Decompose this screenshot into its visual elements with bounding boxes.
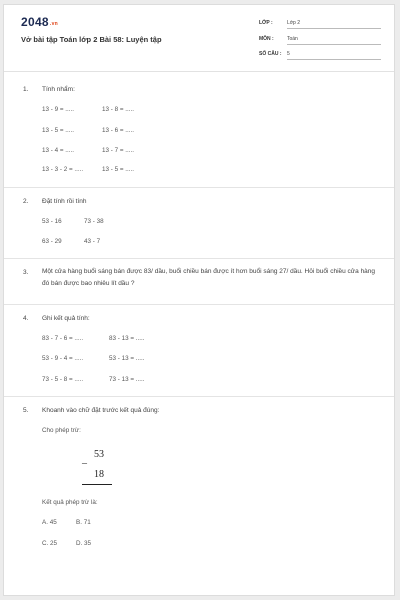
exercise-item: 13 - 7 = ..... [102,147,135,154]
exercise-item: 13 - 9 = ..... [42,106,75,113]
question-text: Đặt tính rồi tính [42,198,87,205]
question-text: Tính nhẩm: [42,86,75,93]
answer-option-a[interactable]: A. 45 [42,519,57,526]
exercise-item: 73 - 5 - 8 = ..... [42,376,84,383]
question-text: Khoanh vào chữ đặt trước kết quả đúng: [42,407,160,414]
result-line [82,484,112,485]
exercise-item: 13 - 4 = ..... [42,147,75,154]
exercise-item: 83 - 7 - 6 = ..... [42,335,84,342]
subtrahend: 18 [94,469,104,480]
meta-subject: MÔN : Toán [259,36,381,42]
vertical-subtraction [82,449,122,489]
question-divider [4,258,394,259]
minuend: 53 [94,449,104,460]
question-divider [4,187,394,188]
worksheet-page [3,4,395,596]
site-logo[interactable]: 2048.vn [21,15,59,29]
question-divider [4,304,394,305]
exercise-item: 13 - 6 = ..... [102,127,135,134]
subtraction-prompt: Cho phép trừ: [42,427,81,434]
exercise-item: 73 - 38 [84,218,104,225]
exercise-item: 83 - 13 = ..... [109,335,145,342]
minus-sign: – [82,458,87,469]
question-number: 5. [23,407,29,414]
exercise-item: 13 - 5 = ..... [42,127,75,134]
question-number: 3. [23,269,29,276]
worksheet-header [4,5,394,73]
exercise-item: 53 - 9 - 4 = ..... [42,355,84,362]
question-number: 2. [23,198,29,205]
answer-option-d[interactable]: D. 35 [76,540,92,547]
meta-question-count: SỐ CÂU : 5 [259,51,381,57]
question-text: Ghi kết quả tính: [42,315,90,322]
exercise-item: 63 - 29 [42,238,62,245]
exercise-item: 13 - 8 = ..... [102,106,135,113]
question-divider [4,396,394,397]
exercise-item: 53 - 13 = ..... [109,355,145,362]
exercise-item: 13 - 5 = ..... [102,166,135,173]
meta-class: LỚP : Lớp 2 [259,20,381,26]
answer-option-c[interactable]: C. 25 [42,540,58,547]
document-title: Vở bài tập Toán lớp 2 Bài 58: Luyện tập [21,35,162,44]
question-number: 4. [23,315,29,322]
exercise-item: 43 - 7 [84,238,101,245]
question-text: Một cửa hàng buổi sáng bán được 83/ dầu, buổi chiều bán được ít hơn buổi sáng 27/ dầu. Hỏi buổi chiều cửa hàng đó bán được bao nhiêu lít dầu ? [42,268,376,287]
exercise-item: 73 - 13 = ..... [109,376,145,383]
answer-option-b[interactable]: B. 71 [76,519,91,526]
question-number: 1. [23,86,29,93]
exercise-item: 53 - 16 [42,218,62,225]
answer-prompt: Kết quả phép trừ là: [42,499,98,506]
exercise-item: 13 - 3 - 2 = ..... [42,166,84,173]
header-divider [4,71,394,72]
